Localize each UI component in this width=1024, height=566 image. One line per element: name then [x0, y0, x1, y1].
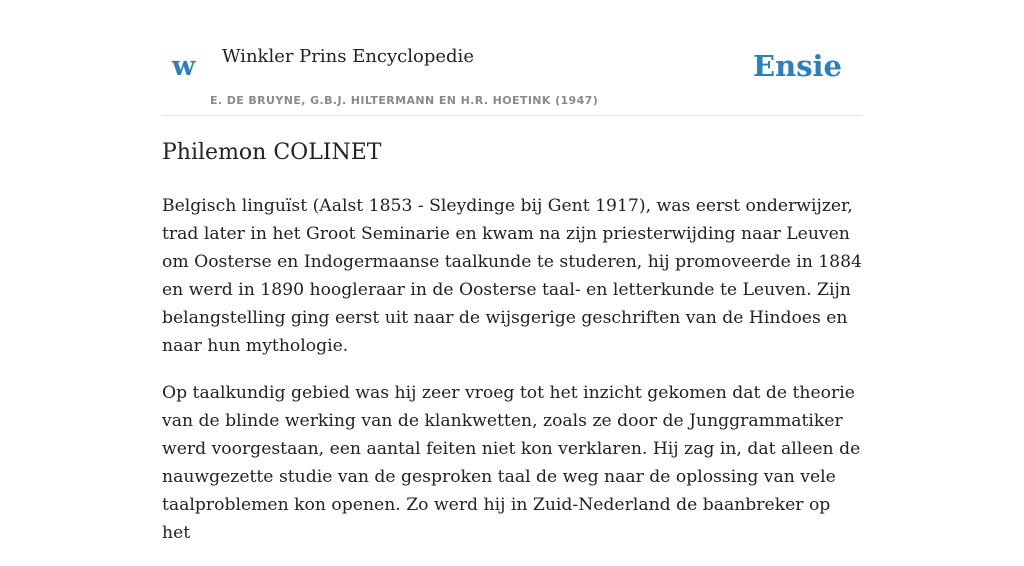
ensie-logo[interactable]: Ensie	[753, 49, 842, 83]
page-header	[162, 0, 862, 116]
entry-body	[162, 192, 862, 566]
publication-authors: E. DE BRUYNE, G.B.J. HILTERMANN EN H.R. HOETINK (1947)	[210, 94, 599, 107]
publication-title[interactable]: Winkler Prins Encyclopedie	[222, 46, 474, 67]
entry-title: Philemon COLINET	[162, 140, 382, 165]
article-page	[162, 0, 862, 543]
entry-paragraph: Belgisch linguïst (Aalst 1853 - Sleydinge bij Gent 1917), was eerst onderwijzer, trad later in het Groot Seminarie en kwam na zijn priesterwijding naar Leuven om Oosterse en Indogermaanse taalkunde te studeren, hij promoveerde in 1884 en werd in 1890 hoogleraar in de Oosterse taal- en letterkunde te Leuven. Zijn belangstelling ging eerst uit naar de wijsgerige geschriften van de Hindoes en naar hun mythologie.	[162, 196, 862, 356]
publication-logo[interactable]: w	[172, 51, 196, 82]
entry-paragraph: Op taalkundig gebied was hij zeer vroeg tot het inzicht gekomen dat de theorie van de blinde werking van de klankwetten, zoals ze door de Junggrammatiker werd voorgestaan, een aantal feiten niet kon verklaren. Hij zag in, dat alleen de nauwgezette studie van de gesproken taal de weg naar de oplossing van vele taalproblemen kon openen. Zo werd hij in Zuid-Nederland de baanbreker op het	[162, 383, 861, 543]
